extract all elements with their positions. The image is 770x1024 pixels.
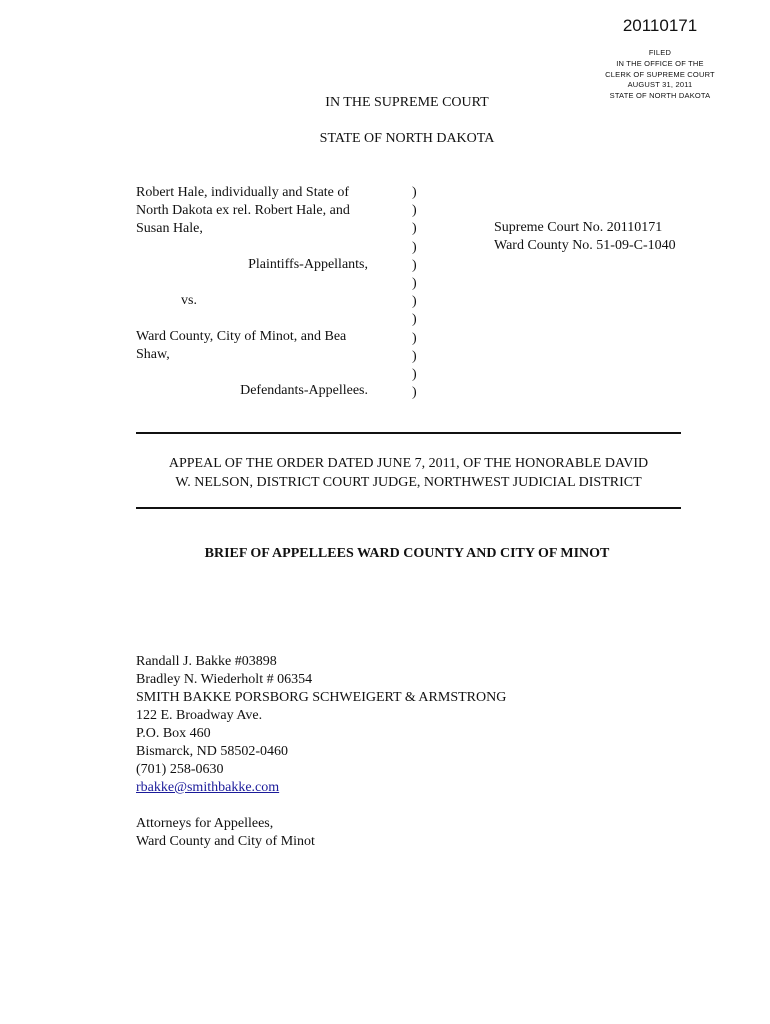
attorneys-for-block bbox=[136, 815, 315, 851]
po-box: P.O. Box 460 bbox=[136, 726, 211, 741]
plaintiffs-line: Susan Hale, bbox=[136, 221, 203, 236]
supreme-court-number: Supreme Court No. 20110171 bbox=[494, 220, 663, 235]
top-rule bbox=[136, 432, 681, 434]
counsel-block bbox=[136, 653, 506, 797]
paren: ) bbox=[412, 221, 417, 237]
paren: ) bbox=[412, 312, 417, 328]
court-name: IN THE SUPREME COURT bbox=[325, 95, 489, 110]
defendants-line: Shaw, bbox=[136, 347, 170, 362]
email-link[interactable]: rbakke@smithbakke.com bbox=[136, 780, 280, 795]
paren: ) bbox=[412, 276, 417, 292]
versus-label: vs. bbox=[181, 293, 197, 308]
stamp-line: AUGUST 31, 2011 bbox=[627, 80, 693, 90]
attorney-name: Bradley N. Wiederholt # 06354 bbox=[136, 672, 313, 687]
appeal-line: APPEAL OF THE ORDER DATED JUNE 7, 2011, OF THE HONORABLE DAVID bbox=[168, 456, 649, 471]
defendants-line: Ward County, City of Minot, and Bea bbox=[136, 329, 347, 344]
law-firm: SMITH BAKKE PORSBORG SCHWEIGERT & ARMSTRONG bbox=[136, 690, 507, 705]
attorneys-for-line: Attorneys for Appellees, bbox=[136, 816, 274, 831]
ward-county-number: Ward County No. 51-09-C-1040 bbox=[494, 238, 676, 253]
city-state-zip: Bismarck, ND 58502-0460 bbox=[136, 744, 289, 759]
stamp-line: FILED bbox=[648, 48, 672, 57]
paren: ) bbox=[412, 185, 417, 200]
stamp-line: STATE OF NORTH DAKOTA bbox=[609, 91, 711, 101]
case-numbers bbox=[494, 219, 676, 255]
stamp-line: IN THE OFFICE OF THE bbox=[616, 58, 704, 68]
plaintiffs-line: North Dakota ex rel. Robert Hale, and bbox=[136, 203, 350, 218]
paren: ) bbox=[412, 239, 417, 255]
defendants-block bbox=[136, 328, 402, 364]
appeal-statement bbox=[136, 454, 681, 492]
paren: ) bbox=[412, 330, 417, 346]
plaintiffs-line: Robert Hale, individually and State of bbox=[136, 185, 350, 200]
brief-title: BRIEF OF APPELLEES WARD COUNTY AND CITY OF MINOT bbox=[204, 546, 610, 561]
paren: ) bbox=[412, 348, 417, 364]
paren: ) bbox=[412, 257, 417, 273]
stamp-line: CLERK OF SUPREME COURT bbox=[605, 69, 715, 79]
defendants-role: Defendants-Appellees. bbox=[240, 383, 368, 398]
phone-number: (701) 258-0630 bbox=[136, 762, 224, 777]
paren: ) bbox=[412, 203, 417, 219]
paren: ) bbox=[412, 294, 417, 310]
plaintiffs-block bbox=[136, 184, 368, 238]
caption-parentheses bbox=[412, 184, 417, 402]
paren: ) bbox=[412, 367, 417, 383]
paren: ) bbox=[412, 385, 417, 401]
filing-number: 20110171 bbox=[622, 16, 698, 35]
appeal-line: W. NELSON, DISTRICT COURT JUDGE, NORTHWEST JUDICIAL DISTRICT bbox=[175, 475, 642, 490]
plaintiffs-role: Plaintiffs-Appellants, bbox=[248, 257, 368, 272]
bottom-rule bbox=[136, 507, 681, 509]
court-state: STATE OF NORTH DAKOTA bbox=[319, 131, 495, 146]
attorneys-for-line: Ward County and City of Minot bbox=[136, 834, 315, 849]
attorney-name: Randall J. Bakke #03898 bbox=[136, 654, 277, 669]
street-address: 122 E. Broadway Ave. bbox=[136, 708, 263, 723]
filing-stamp bbox=[560, 48, 760, 102]
